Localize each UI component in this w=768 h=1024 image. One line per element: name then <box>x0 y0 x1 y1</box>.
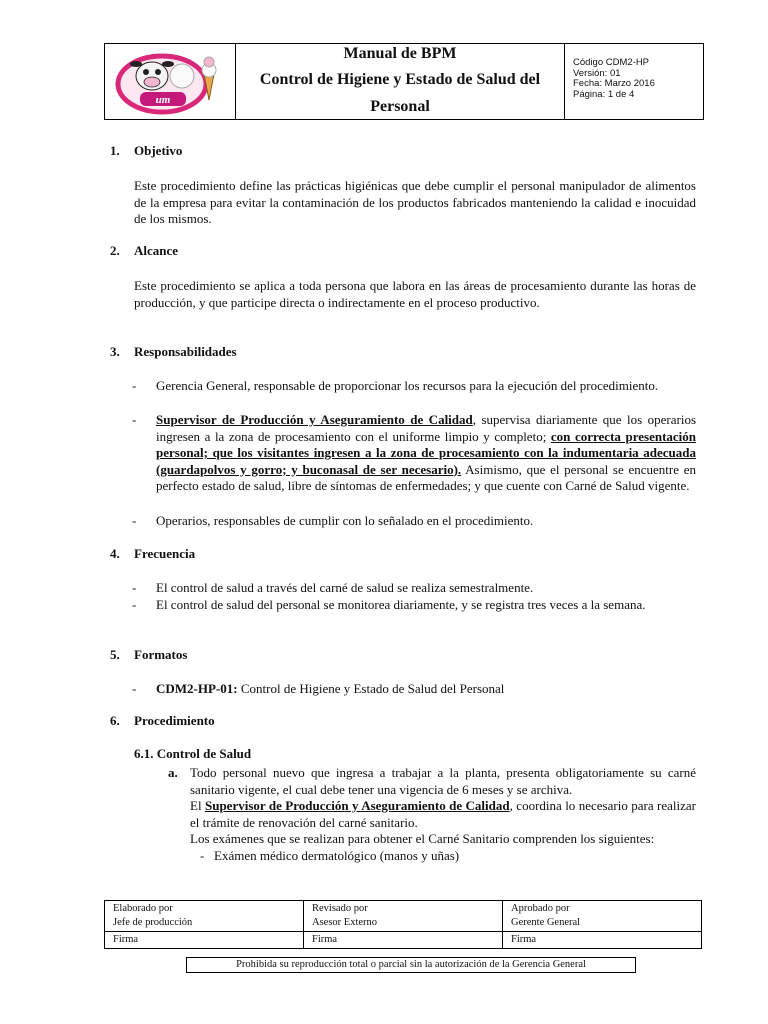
procedimiento-p1: Todo personal nuevo que ingresa a trabajar a la planta, presenta obligatoriamente su carné sanitario vigente, el cual debe tener una vigencia de 6 meses y se archiva. <box>190 765 696 797</box>
list-item: - Gerencia General, responsable de proporcionar los recursos para la ejecución del procedimiento. <box>132 378 659 393</box>
document-date: Fecha: Marzo 2016 <box>573 78 655 89</box>
section-heading-responsabilidades: 3. Responsabilidades <box>110 344 237 359</box>
list-item: - Operarios, responsables de cumplir con lo señalado en el procedimiento. <box>132 513 534 528</box>
section-heading-objetivo: 1. Objetivo <box>110 143 183 158</box>
elaborado-cell: Elaborado por Jefe de producción <box>105 901 304 932</box>
list-item: - CDM2-HP-01: Control de Higiene y Estado de Salud del Personal <box>132 681 505 696</box>
document-version: Versión: 01 <box>573 67 621 79</box>
subsection-heading: 6.1. Control de Salud <box>134 746 252 761</box>
procedimiento-p3: Los exámenes que se realizan para obtener el Carné Sanitario comprenden los siguientes: <box>190 831 655 846</box>
document-title: Control de Higiene y Estado de Salud del Personal <box>259 71 541 115</box>
title-cell <box>236 44 565 119</box>
document-meta <box>565 44 703 119</box>
section-heading-alcance: 2. Alcance <box>110 243 179 258</box>
alcance-text: Este procedimiento se aplica a toda persona que labora en las áreas de procesamiento durante las horas de producción, y que participe directa o indirectamente en el proceso productivo. <box>134 278 696 310</box>
list-item: - Supervisor de Producción y Aseguramiento de Calidad, supervisa diariamente que los operarios ingresen a la zona de procesamiento con el uniforme limpio y completo; con correcta presentación personal; que los visitantes ingresen a la zona de procesamiento con la indumentaria adecuada (guardapolvos y gorro; y buconasal de ser necesario). Asimismo, que el personal se encuentre en perfecto estado de salud, libre de síntomas de enfermedades; y que cuente con Carné de Salud vigente. <box>132 412 697 493</box>
list-letter: a. <box>168 765 178 780</box>
procedimiento-bullet: - Exámen médico dermatológico (manos y uñas) <box>200 847 460 863</box>
firma-cell: Firma <box>105 932 304 949</box>
list-item: - El control de salud del personal se monitorea diariamente, y se registra tres veces a la semana. <box>132 597 646 612</box>
procedimiento-p2: El Supervisor de Producción y Aseguramiento de Calidad, coordina lo necesario para realizar el trámite de renovación del carné sanitario. <box>190 798 696 830</box>
document-code: Código CDM2-HP <box>573 57 650 68</box>
list-item: - El control de salud a través del carné de salud se realiza semestralmente. <box>132 580 534 595</box>
reproduction-notice: Prohibida su reproducción total o parcial sin la autorización de la Gerencia General <box>186 957 636 973</box>
firma-cell: Firma <box>304 932 503 949</box>
logo-text: um <box>155 93 171 106</box>
approval-table <box>104 900 702 949</box>
objetivo-text: Este procedimiento define las prácticas higiénicas que debe cumplir el personal manipulador de alimentos de la empresa para evitar la contaminación de los productos fabricados manteniendo la calidad e inocuidad de los mismos. <box>134 178 696 226</box>
section-heading-formatos: 5. Formatos <box>110 647 188 662</box>
company-logo <box>110 48 230 116</box>
section-heading-frecuencia: 4. Frecuencia <box>110 546 196 561</box>
procedimiento-item-a <box>190 765 696 864</box>
revisado-cell: Revisado por Asesor Externo <box>304 901 503 932</box>
aprobado-cell: Aprobado por Gerente General <box>503 901 702 932</box>
document-header <box>104 43 704 120</box>
firma-cell: Firma <box>503 932 702 949</box>
logo-cell <box>105 44 236 119</box>
manual-title: Manual de BPM <box>343 45 457 62</box>
section-heading-procedimiento: 6. Procedimiento <box>110 713 215 728</box>
document-page: Página: 1 de 4 <box>573 88 635 100</box>
